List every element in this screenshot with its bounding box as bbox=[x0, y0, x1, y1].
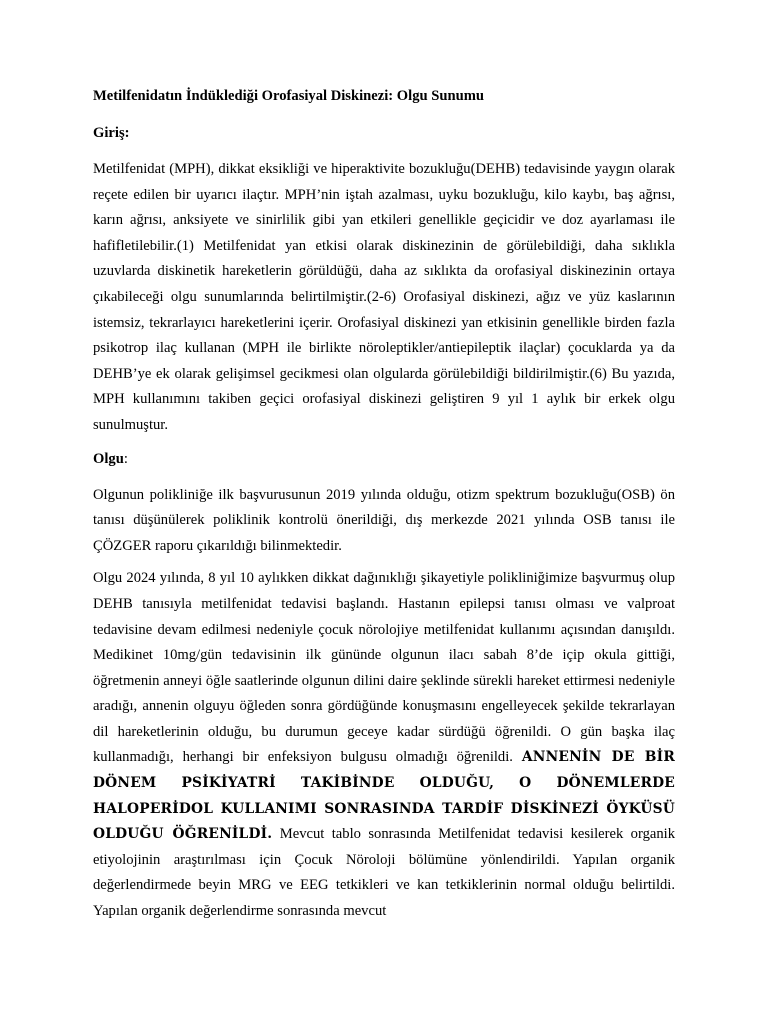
case-heading bbox=[93, 449, 675, 469]
case-paragraph-2-emphasis: ANNENİN DE BİR DÖNEM PSİKİYATRİ TAKİBİNDE OLDUĞU, O DÖNEMLERDE HALOPERİDOL KULLANIMI SONRASINDA TARDİF DİSKİNEZİ ÖYKÜSÜ OLDUĞU ÖĞRENİLDİ. bbox=[93, 749, 675, 843]
case-heading-label: Olgu bbox=[93, 450, 124, 467]
intro-heading: Giriş: bbox=[93, 125, 130, 141]
intro-paragraph: Metilfenidat (MPH), dikkat eksikliği ve hiperaktivite bozukluğu(DEHB) tedavisinde yaygın olarak reçete edilen bir uyarıcı ilaçtır. MPH’nin iştah azalması, uyku bozukluğu, kilo kaybı, baş ağrısı, karın ağrısı, anksiyete ve sinirlilik gibi yan etkileri genellikle geçicidir ve doz ayarlaması ile hafifletilebilir.(1) Metilfenidat yan etkisi olarak diskinezinin de görülebildiği, daha sıklıkla uzuvlarda diskinetik hareketlerin görüldüğü, daha az sıklıkta da orofasiyal diskinezinin ortaya çıkabileceği olgu sunumlarında belirtilmiştir.(2-6) Orofasiyal diskinezi, ağız ve yüz kaslarının istemsiz, tekrarlayıcı hareketlerini içerir. Orofasiyal diskinezi yan etkisinin genellikle birden fazla psikotrop ilaç kullanan (MPH ile birlikte nöroleptikler/antiepileptik ilaçlar) çocuklarda ya da DEHB’ye ek olarak gelişimsel gecikmesi olan olgularda görülebildiği bildirilmiştir.(6) Bu yazıda, MPH kullanımını takiben geçici orofasiyal diskinezi geliştiren 9 yıl 1 aylık bir erkek olgu sunulmuştur. bbox=[93, 161, 675, 433]
case-paragraph-2-part-2: Mevcut tablo sonrasında Metilfenidat tedavisi kesilerek organik etiyolojinin araştırılması için Çocuk Nöroloji bölümüne yönlendirildi. Yapılan organik değerlendirmede beyin MRG ve EEG tetkikleri ve kan tetkiklerinin normal olduğu belirtildi. Yapılan organik değerlendirme sonrasında mevcut bbox=[93, 826, 675, 920]
case-paragraph-2-part-1: Olgu 2024 yılında, 8 yıl 10 aylıkken dikkat dağınıklığı şikayetiyle polikliniğimize başvurmuş olup DEHB tanısıyla metilfenidat tedavisi başlandı. Hastanın epilepsi tanısı olması ve valproat tedavisine devam edilmesi nedeniyle çocuk nörolojiye metilfenidat kullanımı açısından danışıldı. Medikinet 10mg/gün tedavisinin ilk gününde olgunun ilacı sabah 8’de içip okula gittiği, öğretmenin anneyi öğle saatlerinde olgunun dilini daire şeklinde sürekli hareket ettirmesi nedeniyle aradığı, annenin olguyu öğleden sonra gördüğünde konuşmasını engelleyecek şekilde tekrarlayan dil hareketlerinin olduğu, bu durumun geceye kadar sürdüğü öğrenildi. O gün başka ilaç kullanmadığı, herhangi bir enfeksiyon bulgusu olmadığı öğrenildi. bbox=[93, 570, 675, 766]
document-title: Metilfenidatın İndüklediği Orofasiyal Diskinezi: Olgu Sunumu bbox=[93, 88, 485, 104]
case-paragraph-1: Olgunun polikliniğe ilk başvurusunun 2019 yılında olduğu, otizm spektrum bozukluğu(OSB) ön tanısı düşünülerek poliklinik kontrolü önerildiği, dış merkezde 2021 yılında OSB tanısı ile ÇÖZGER raporu çıkarıldığı bilinmektedir. bbox=[93, 486, 675, 554]
document-page bbox=[93, 86, 675, 932]
case-heading-colon: : bbox=[123, 450, 128, 467]
case-paragraph-2 bbox=[93, 566, 675, 924]
